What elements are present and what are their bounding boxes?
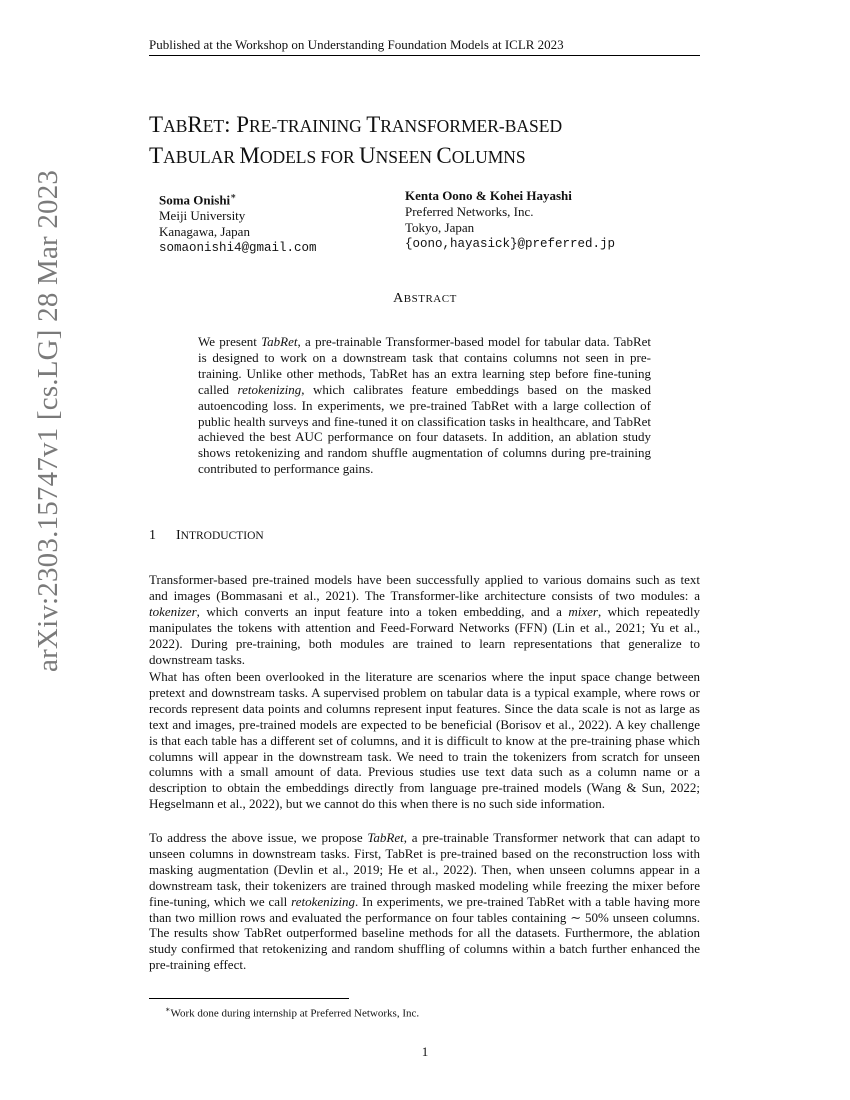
title-cap: R xyxy=(187,112,203,137)
section-heading-introduction xyxy=(149,527,264,545)
paper-title xyxy=(149,110,709,172)
footnote xyxy=(165,1003,419,1021)
paragraph-text: To address the above issue, we propose xyxy=(149,830,368,845)
title-cap: T xyxy=(149,143,164,168)
page-number: 1 xyxy=(421,1044,429,1059)
title-line-1 xyxy=(149,110,709,141)
author-location: Kanagawa, Japan xyxy=(159,224,250,240)
abstract-heading-cap: A xyxy=(393,291,404,306)
abstract-text: , which calibrates feature embeddings based on the masked autoencoding loss. In experiments, we pre-trained TabRet with a large collection of public health surveys and fine-tuned it on classification tasks in healthcare, and TabRet achieved the best AUC performance on four datasets. In addition, an ablation study shows retokenizing and random shuffle augmentation of columns during pre-training contributed to performance gains. xyxy=(198,381,651,477)
title-smallcaps: ABULAR xyxy=(163,147,240,167)
title-smallcaps: OLUMNS xyxy=(451,147,526,167)
intro-paragraph-2: What has often been overlooked in the literature are scenarios where the input space change between pretext and downstream tasks. A supervised problem on tabular data is a typical example, where rows or records represent data points and columns represent input features. Since the data scale is not as large as text and images, pre-trained models are expected to be beneficial (Borisov et al., 2022). A key challenge is that each table has a different set of columns, and it is difficult to know at the pre-training phase which columns will appear in the downstream task. We need to train the tokenizers from scratch for unseen columns with a small amount of data. Previous studies use text data such as a column name or a description to obtain the embeddings directly from language pre-trained models (Wang & Sun, 2022; Hegselmann et al., 2022), but we cannot do this when there is no such side information. xyxy=(149,669,700,812)
intro-paragraph-3 xyxy=(149,830,700,973)
title-smallcaps: RE-TRAINING xyxy=(249,116,367,136)
author-email[interactable]: {oono,hayasick}@preferred.jp xyxy=(405,237,616,251)
title-smallcaps: ODELS FOR xyxy=(259,147,360,167)
abstract-heading xyxy=(0,290,850,307)
title-smallcaps: RANSFORMER-BASED xyxy=(380,116,563,136)
paragraph-emph: tokenizer xyxy=(149,603,197,619)
paragraph-text: , which converts an input feature into a token embedding, and a xyxy=(196,603,569,619)
author-name: Kenta Oono & Kohei Hayashi xyxy=(405,188,572,203)
author-location: Tokyo, Japan xyxy=(405,220,475,235)
title-cap: C xyxy=(436,143,452,168)
abstract-heading-rest: BSTRACT xyxy=(403,293,457,305)
section-title-cap: I xyxy=(176,528,181,543)
title-smallcaps: NSEEN xyxy=(375,147,437,167)
paragraph-text: Transformer-based pre-trained models have been successfully applied to various domains such as text and images (Bommasani et al., 2021). The Transformer-like architecture consists of two modules: a xyxy=(149,572,700,603)
paragraph-emph: mixer xyxy=(568,603,598,619)
title-cap: : P xyxy=(224,112,250,137)
abstract-text: , a pre-trainable Transformer-based model for tabular data. TabRet is designed to work on a downstream task that contains columns not seen in pre-training. Unlike other methods, TabRet has an extra learning step before fine-tuning called xyxy=(198,334,651,397)
paragraph-emph: TabRet xyxy=(367,830,404,845)
title-smallcaps: AB xyxy=(163,116,188,136)
section-number: 1 xyxy=(149,528,156,543)
section-title-rest: NTRODUCTION xyxy=(180,530,264,542)
author-email[interactable]: somaonishi4@gmail.com xyxy=(159,241,317,256)
title-cap: U xyxy=(359,143,376,168)
abstract-emph: retokenizing xyxy=(237,381,302,397)
footnote-marker: ∗ xyxy=(230,191,237,201)
footnote-rule xyxy=(149,998,349,999)
paragraph-emph: retokenizing xyxy=(291,893,355,909)
abstract-text: We present xyxy=(198,334,262,349)
footnote-text: Work done during internship at Preferred Networks, Inc. xyxy=(170,1007,420,1020)
paragraph-text: , which repeatedly manipulates the tokens with attention and Feed-Forward Networks (FFN) (Lin et al., 2021; Yu et al., 2022). During pre-training, both modules are trained to learn representations that generalize to downstream tasks. xyxy=(149,603,700,667)
title-cap: M xyxy=(239,143,260,168)
author-name xyxy=(159,188,317,208)
abstract-emph: TabRet xyxy=(261,334,298,349)
author-block-onishi xyxy=(159,188,317,256)
paragraph-text: . In experiments, we pre-trained TabRet with a table having more than two million rows and evaluated the performance on four tables containing ∼ 50% unseen columns. The results show TabRet outperformed baseline methods for all the datasets. Furthermore, the ablation study confirmed that retokenizing and random shuffling of columns within a batch further enhanced the pre-training effect. xyxy=(149,893,700,973)
abstract-body xyxy=(198,334,651,477)
paragraph-text: , a pre-trainable Transformer network that can adapt to unseen columns in downstream tasks. First, TabRet is pre-trained based on the reconstruction loss with masking augmentation (Devlin et al., 2019; He et al., 2022). Then, when unseen columns appear in a downstream task, their tokenizers are trained through masked modeling while freezing the mixer before fine-tuning, which we call xyxy=(149,830,700,909)
author-block-oono-hayashi xyxy=(405,188,615,252)
author-affiliation: Preferred Networks, Inc. xyxy=(405,204,534,219)
footnote-marker: ∗ xyxy=(165,1005,171,1014)
title-smallcaps: ET xyxy=(202,116,225,136)
title-cap: T xyxy=(366,112,381,137)
intro-paragraph-1 xyxy=(149,572,700,667)
title-line-2 xyxy=(149,141,709,172)
author-name-text: Soma Onishi xyxy=(159,192,231,208)
arxiv-identifier: arXiv:2303.15747v1 [cs.LG] 28 Mar 2023 xyxy=(32,169,64,672)
title-cap: T xyxy=(149,112,164,137)
header-rule xyxy=(149,55,700,56)
running-header: Published at the Workshop on Understanding Foundation Models at ICLR 2023 xyxy=(149,37,564,52)
author-affiliation: Meiji University xyxy=(159,208,246,224)
